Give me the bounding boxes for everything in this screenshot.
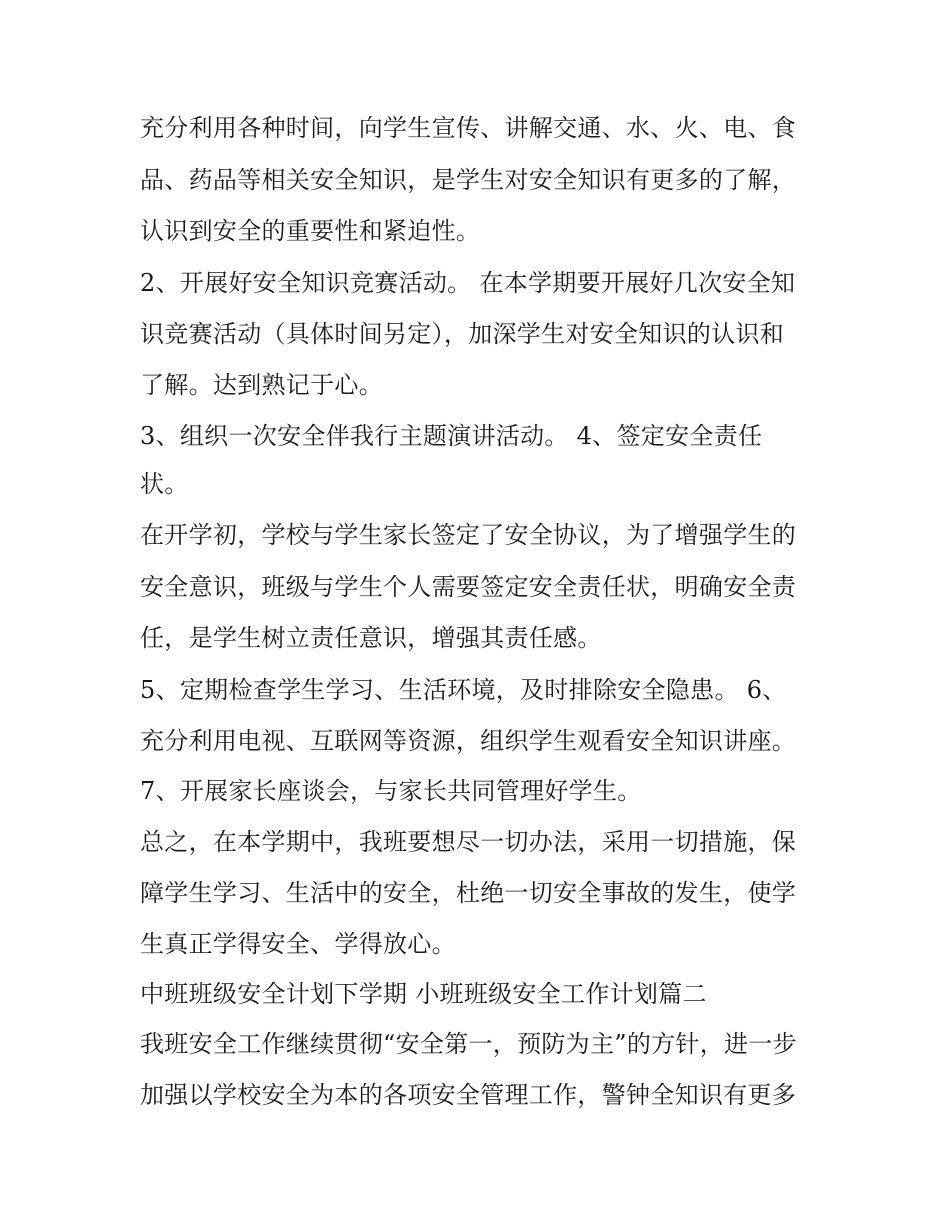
text-line: 障学生学习、生活中的安全，杜绝一切安全事故的发生，使学 [140,879,797,907]
text-line: 任，是学生树立责任意识，增强其责任感。 [140,624,602,652]
text-line: 2、开展好安全知识竞赛活动。 在本学期要开展好几次安全知 [140,269,796,297]
text-line: 在开学初，学校与学生家长签定了安全协议，为了增强学生的 [140,521,797,549]
text-line: 品、药品等相关安全知识，是学生对安全知识有更多的了解， [140,166,797,194]
text-line: 识竞赛活动（具体时间另定），加深学生对安全知识的认识和 [140,320,785,348]
text-line: 充分利用各种时间，向学生宣传、讲解交通、水、火、电、食 [140,114,797,142]
text-line: 生真正学得安全、学得放心。 [140,930,456,958]
text-line: 总之，在本学期中，我班要想尽一切办法，采用一切措施，保 [140,828,797,856]
text-line: 加强以学校安全为本的各项安全管理工作，警钟全知识有更多 [140,1081,797,1109]
text-line: 了解。达到熟记于心。 [140,371,383,399]
text-line: 认识到安全的重要性和紧迫性。 [140,217,481,245]
text-line: 状。 [140,470,189,498]
text-line: 中班班级安全计划下学期 小班班级安全工作计划篇二 [140,980,707,1008]
text-line: 安全意识，班级与学生个人需要签定安全责任状，明确安全责 [140,573,797,601]
text-line: 5、定期检查学生学习、生活环境，及时排除安全隐患。 6、 [140,676,787,704]
text-line: 7、开展家长座谈会，与家长共同管理好学生。 [140,777,642,805]
text-line: 我班安全工作继续贯彻“安全第一，预防为主”的方针，进一步 [140,1030,797,1058]
text-line: 充分利用电视、互联网等资源，组织学生观看安全知识讲座。 [140,727,797,755]
text-line: 3、组织一次安全伴我行主题演讲活动。 4、签定安全责任 [140,422,763,450]
